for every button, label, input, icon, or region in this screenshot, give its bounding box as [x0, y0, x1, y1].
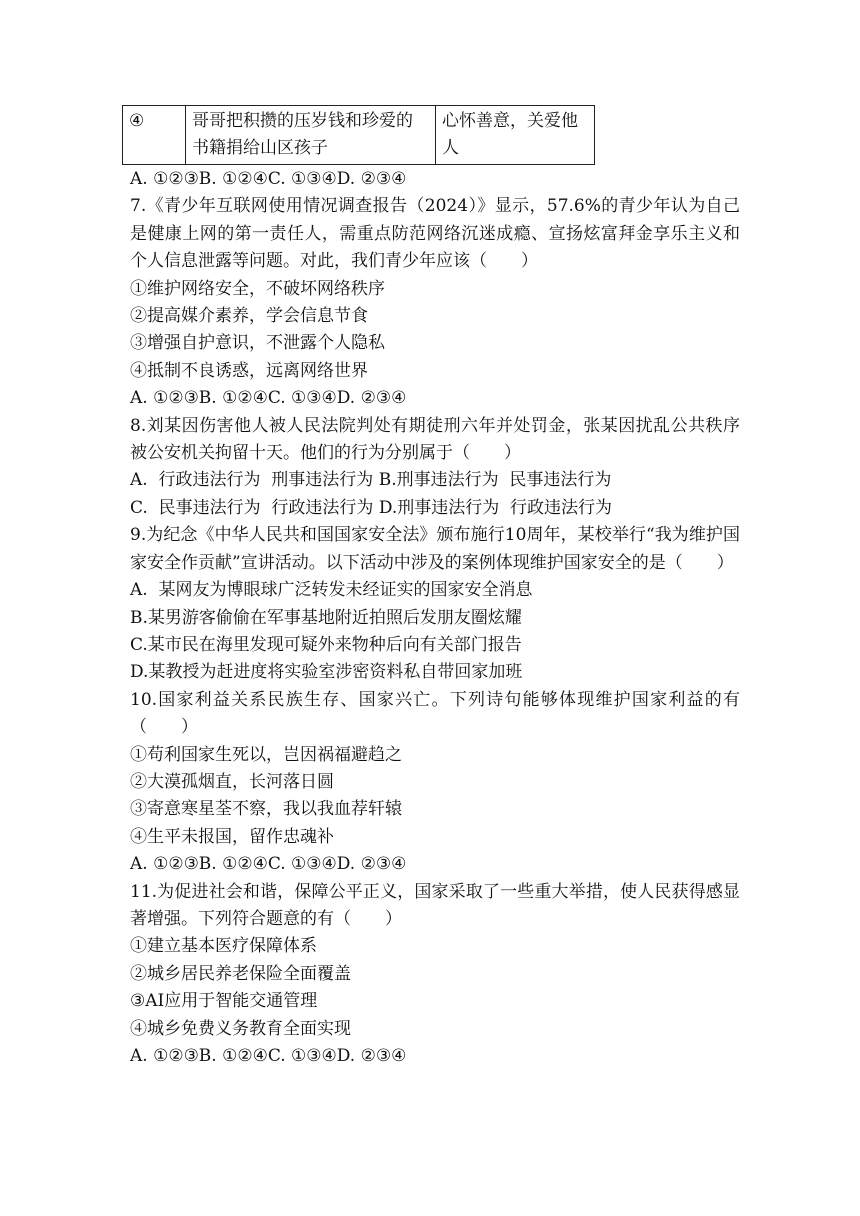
q9-option-d: D.某教授为赶进度将实验室涉密资料私自带回家加班 — [130, 662, 523, 683]
q11-item-3: ③AI应用于智能交通管理 — [130, 991, 318, 1012]
q9-option-c: C.某市民在海里发现可疑外来物种后向有关部门报告 — [130, 634, 522, 655]
q10-item-2: ②大漠孤烟直，长河落日圆 — [130, 771, 334, 792]
q7-item-1: ①维护网络安全，不破坏网络秩序 — [130, 278, 385, 299]
q8-options-ab: A. 行政违法行为 刑事违法行为 B.刑事违法行为 民事违法行为 — [130, 470, 612, 491]
q9-stem: 9.为纪念《中华人民共和国国家安全法》颁布施行10周年，某校举行“我为维护国家安全作贡献”宣讲活动。以下活动中涉及的案例体现维护国家安全的是（ ） — [130, 525, 740, 573]
q7-item-3: ③增强自护意识，不泄露个人隐私 — [130, 333, 385, 354]
table-row — [123, 106, 595, 165]
q7-stem: 7.《青少年互联网使用情况调查报告（2024）》显示，57.6%的青少年认为自己是健康上网的第一责任人，需重点防范网络沉迷成瘾、宣扬炫富拜金享乐主义和个人信息泄露等问题。对此，我们青少年应该（ ） — [130, 196, 740, 272]
q11-stem: 11.为促进社会和谐，保障公平正义，国家采取了一些重大举措，使人民获得感显著增强。下列符合题意的有（ ） — [130, 881, 740, 929]
answer-table — [122, 105, 595, 165]
q10-item-4: ④生平未报国，留作忠魂补 — [130, 826, 334, 847]
q6-options: A. ①②③B. ①②④C. ①③④D. ②③④ — [130, 169, 407, 189]
q10-item-3: ③寄意寒星荃不察，我以我血荐轩辕 — [130, 799, 402, 820]
q7-options: A. ①②③B. ①②④C. ①③④D. ②③④ — [130, 388, 407, 409]
q7-item-4: ④抵制不良诱惑，远离网络世界 — [130, 360, 368, 381]
q10-item-1: ①苟利国家生死以，岂因祸福避趋之 — [130, 744, 402, 765]
q11-options: A. ①②③B. ①②④C. ①③④D. ②③④ — [130, 1046, 407, 1066]
q10-options: A. ①②③B. ①②④C. ①③④D. ②③④ — [130, 854, 407, 875]
q11-item-1: ①建立基本医疗保障体系 — [130, 936, 317, 957]
q9-option-b: B.某男游客偷偷在军事基地附近拍照后发朋友圈炫耀 — [130, 607, 522, 628]
table-cell-number: ④ — [123, 106, 186, 165]
q7-item-2: ②提高媒介素养，学会信息节食 — [130, 306, 368, 327]
q10-stem: 10.国家利益关系民族生存、国家兴亡。下列诗句能够体现维护国家利益的有（ ） — [130, 689, 740, 738]
q11-item-2: ②城乡居民养老保险全面覆盖 — [130, 963, 351, 984]
table-cell-example: 哥哥把积攒的压岁钱和珍爱的书籍捐给山区孩子 — [186, 106, 436, 165]
table-cell-meaning: 心怀善意，关爱他人 — [436, 106, 595, 165]
q8-options-cd: C. 民事违法行为 行政违法行为 D.刑事违法行为 行政违法行为 — [130, 497, 613, 518]
q9-option-a: A. 某网友为博眼球广泛转发未经证实的国家安全消息 — [130, 580, 533, 601]
q8-stem: 8.刘某因伤害他人被人民法院判处有期徒刑六年并处罚金，张某因扰乱公共秩序被公安机关拘留十天。他们的行为分别属于（ ） — [130, 415, 740, 464]
question-list — [130, 166, 740, 1070]
q11-item-4: ④城乡免费义务教育全面实现 — [130, 1018, 351, 1039]
